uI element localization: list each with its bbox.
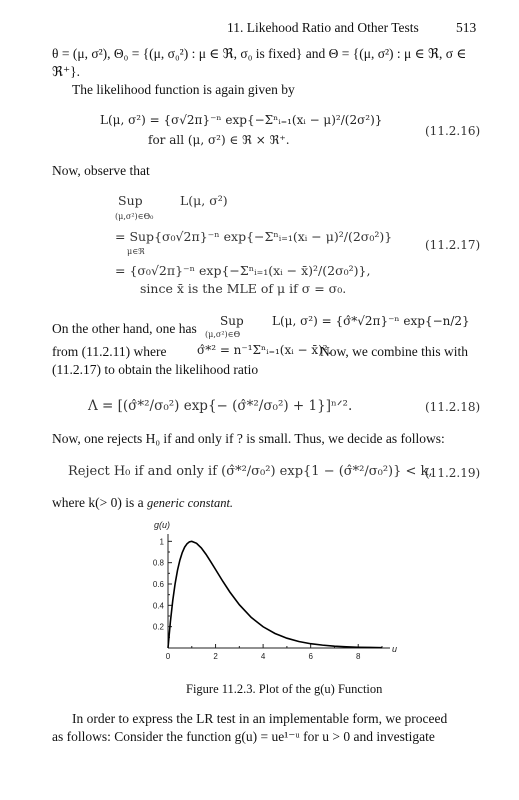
y-tick-label: 0.4 — [152, 601, 164, 611]
body-line-3: The likelihood function is again given by — [72, 82, 295, 97]
x-tick-label: 0 — [165, 652, 171, 661]
x-tick-label: 4 — [260, 652, 266, 661]
eq17-number: (11.2.17) — [425, 238, 481, 252]
y-tick-label: 0.6 — [152, 580, 164, 589]
eq16-line-2: for all (μ, σ²) ∈ ℜ × ℜ⁺. — [148, 133, 290, 147]
eq17-line-2: = Sup{σ₀√2π}⁻ⁿ exp{−Σⁿᵢ₌₁(xᵢ − μ)²/(2σ₀²)} — [115, 229, 393, 244]
y-tick-label: 0.8 — [152, 558, 164, 568]
body-line-2: ℜ⁺}. — [52, 64, 80, 79]
x-axis-label: u — [392, 644, 398, 654]
line5-sup: Sup — [220, 314, 244, 328]
eq17-sub-2: μ∈ℜ — [127, 247, 145, 256]
x-tick-label: 2 — [213, 652, 218, 661]
x-tick-label: 6 — [308, 652, 313, 661]
y-axis-label: g(u) — [154, 520, 171, 530]
para-line-2: as follows: Consider the function g(u) = ue¹⁻ᵘ for u > 0 and investigate — [52, 729, 435, 744]
eq17-sup: Sup — [118, 193, 143, 208]
para-line-1: In order to express the LR test in an implementable form, we proceed — [72, 711, 448, 726]
body-line-9-pre: where k(> 0) is a — [52, 495, 144, 510]
g-of-u-chart — [120, 520, 420, 670]
line5-math: L(μ, σ²) = {σ̂*√2π}⁻ⁿ exp{−n/2} — [272, 314, 470, 328]
body-line-4: Now, observe that — [52, 163, 150, 178]
body-line-6-pre: from (11.2.11) where — [52, 344, 167, 359]
eq17-line-3: = {σ₀√2π}⁻ⁿ exp{−Σⁿᵢ₌₁(xᵢ − x̄)²/(2σ₀²)}, — [115, 263, 371, 278]
x-tick-label: 8 — [355, 652, 361, 661]
body-line-9 — [52, 494, 233, 512]
body-line-9-italic: generic constant. — [146, 496, 234, 510]
g-of-u-curve — [168, 541, 382, 648]
eq18-number: (11.2.18) — [425, 400, 481, 414]
page-number: 513 — [456, 20, 477, 35]
line5-sub: (μ,σ²)∈Θ — [205, 330, 241, 339]
eq19: Reject H₀ if and only if (σ̂*²/σ₀²) exp{1 − (σ̂*²/σ₀²)} < k, — [68, 464, 433, 479]
body-line-1: θ = (μ, σ²), Θ₀ = {(μ, σ₀²) : μ ∈ ℜ, σ₀ is fixed} and Θ = {(μ, σ²) : μ ∈ ℜ, σ ∈ — [52, 46, 467, 61]
eq16-line-1: L(μ, σ²) = {σ√2π}⁻ⁿ exp{−Σⁿᵢ₌₁(xᵢ − μ)²/(2σ²)} — [100, 113, 383, 127]
y-tick-label: 1 — [159, 537, 164, 547]
body-line-8: Now, one rejects H₀ if and only if ? is small. Thus, we decide as follows: — [52, 431, 445, 446]
body-line-6-math: σ̂*² = n⁻¹Σⁿᵢ₌₁(xᵢ − x̄)². — [197, 343, 332, 357]
eq19-number: (11.2.19) — [425, 466, 481, 480]
figure-caption: Figure 11.2.3. Plot of the g(u) Function — [186, 682, 383, 696]
body-line-5: On the other hand, one has — [52, 321, 197, 336]
eq16-number: (11.2.16) — [425, 124, 481, 138]
y-tick-label: 0.2 — [152, 622, 164, 632]
body-line-7: (11.2.17) to obtain the likelihood ratio — [52, 362, 259, 377]
eq18: Λ = [(σ̂*²/σ₀²) exp{− (σ̂*²/σ₀²) + 1}]ⁿᐟ². — [88, 398, 353, 414]
eq17-line-4: since x̄ is the MLE of μ if σ = σ₀. — [140, 281, 347, 296]
eq17-sub: (μ,σ²)∈Θ₀ — [115, 212, 154, 221]
body-line-6-post: Now, we combine this with — [320, 344, 468, 359]
running-title: 11. Likehood Ratio and Other Tests — [227, 20, 419, 35]
eq17-sup-l: L(μ, σ²) — [180, 193, 228, 208]
